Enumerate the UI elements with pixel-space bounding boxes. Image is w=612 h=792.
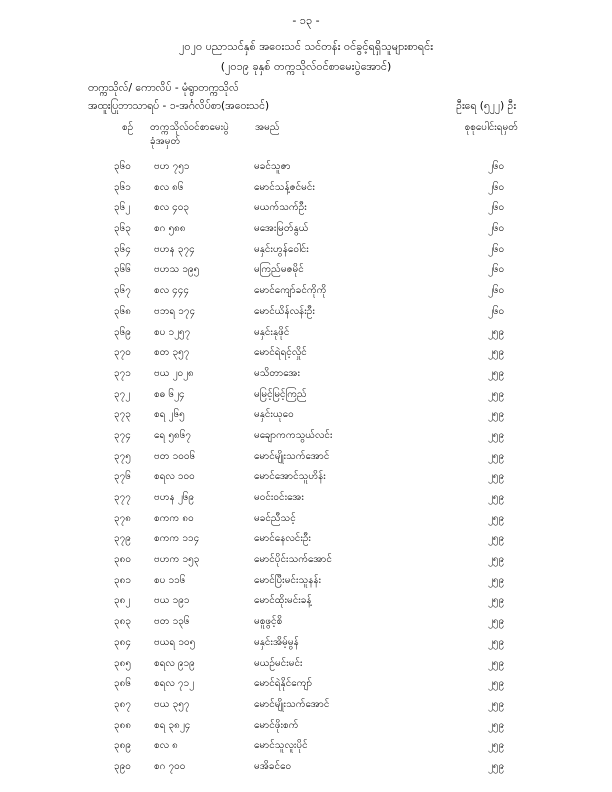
total-marks: ၂၅၉ bbox=[488, 533, 505, 545]
roll-number: ဗတ ၁၃၆ bbox=[154, 616, 190, 628]
table-row bbox=[0, 217, 612, 238]
row-number: ၃၈၆ bbox=[114, 678, 131, 690]
table-row bbox=[0, 321, 612, 342]
student-name: မောင်သန့်ဇင်မင်း bbox=[254, 181, 315, 193]
total-marks: ၂၅၉ bbox=[488, 367, 505, 379]
row-number: ၃၈၇ bbox=[114, 698, 131, 710]
roll-number: ရေ ၅၈၆၇ bbox=[154, 429, 191, 441]
table-row bbox=[0, 403, 612, 424]
row-number: ၃၇၀ bbox=[114, 347, 131, 359]
roll-number: စလ ၈၆ bbox=[154, 181, 184, 193]
page-number: - ၁၃ - bbox=[292, 14, 320, 27]
table-row bbox=[0, 176, 612, 197]
row-number: ၃၆၃ bbox=[114, 223, 131, 235]
table-row bbox=[0, 589, 612, 610]
roll-number: စကက ၈၀ bbox=[154, 512, 194, 524]
student-name: မယဉ်မင်းမင်း bbox=[254, 657, 303, 669]
header-roll-line2: ခုံအမှတ် bbox=[150, 136, 181, 147]
roll-number: ဗယရ ၁၀၅ bbox=[154, 636, 196, 648]
row-number: ၃၈၃ bbox=[114, 616, 131, 628]
table-row bbox=[0, 755, 612, 776]
total-marks: ၂၅၉ bbox=[488, 471, 505, 483]
roll-number: စလ ၈ bbox=[154, 740, 178, 752]
student-name: မသိတာအေး bbox=[254, 367, 300, 379]
student-name: မနှင်းအိမ့်မွန် bbox=[254, 636, 299, 648]
student-name: မအိခင်ဝေ bbox=[254, 760, 292, 772]
table-row bbox=[0, 465, 612, 486]
row-number: ၃၇၃ bbox=[114, 409, 131, 421]
total-marks: ၂၅၉ bbox=[488, 554, 505, 566]
table-row bbox=[0, 652, 612, 673]
total-marks: ၂၅၉ bbox=[488, 678, 505, 690]
row-number: ၃၆၀ bbox=[114, 161, 131, 172]
student-name: မချောကကသွယ်လင်း bbox=[254, 429, 333, 441]
total-marks: ၂၅၉ bbox=[488, 574, 505, 586]
roll-number: စဓ ၆၂၄ bbox=[154, 388, 185, 400]
header-roll: တက္ကသိုလ်ဝင်စာမေးပွဲ bbox=[150, 122, 229, 133]
total-marks: ၂၅၉ bbox=[488, 409, 505, 421]
roll-number: ဗယ ၂၀၂၈ bbox=[154, 367, 194, 379]
roll-number: စလ ၄၀၃ bbox=[154, 202, 190, 214]
table-row bbox=[0, 631, 612, 652]
roll-number: စတ ၃၅၇ bbox=[154, 347, 190, 359]
total-marks: ၂၅၉ bbox=[488, 760, 505, 772]
student-name: မောင်သူလူးပိုင် bbox=[254, 740, 308, 752]
student-name: မောင်ယိန်လန်းဦး bbox=[254, 305, 315, 317]
row-number: ၃၈၄ bbox=[114, 636, 131, 648]
row-number: ၃၇၅ bbox=[114, 450, 131, 462]
table-row bbox=[0, 445, 612, 466]
student-name: မောင်ပိုင်းသက်အောင် bbox=[254, 554, 332, 566]
roll-number: ဗတ ၁၀၀၆ bbox=[154, 450, 196, 462]
total-marks: ၂၆၀ bbox=[488, 181, 505, 193]
row-number: ၃၆၇ bbox=[114, 285, 131, 297]
student-name: မောင်ပြီးမင်းသူနန်း bbox=[254, 574, 322, 586]
student-name: မောင်မျိုးသက်အောင် bbox=[254, 450, 330, 462]
roll-number: စရလ ၁၀၀ bbox=[154, 471, 195, 483]
student-name: မောင်မျိုးသက်အောင် bbox=[254, 698, 330, 710]
student-name: မဝင်းဝင်းအေး bbox=[254, 492, 304, 503]
total-marks: ၂၆၀ bbox=[488, 305, 505, 317]
table-row bbox=[0, 238, 612, 259]
row-number: ၃၇၁ bbox=[114, 367, 131, 379]
document-subtitle: (၂၀၁၉ ခုနှစ် တက္ကသိုလ်ဝင်စာမေးပွဲအောင်) bbox=[220, 60, 392, 73]
header-name: အမည် bbox=[255, 122, 280, 133]
total-marks: ၂၅၉ bbox=[488, 698, 505, 710]
total-marks: ၂၅၉ bbox=[488, 388, 505, 400]
total-marks: ၂၅၉ bbox=[488, 450, 505, 462]
student-name: မခင်သူဇာ bbox=[254, 161, 291, 172]
total-marks: ၂၅၉ bbox=[488, 740, 505, 752]
total-marks: ၂၅၉ bbox=[488, 719, 505, 731]
table-row bbox=[0, 672, 612, 693]
roll-number: ဗဟ ၇၅၁ bbox=[154, 161, 190, 172]
roll-number: ဗဟန ၃၇၄ bbox=[154, 243, 195, 255]
row-number: ၃၈၀ bbox=[114, 554, 131, 566]
roll-number: စရလ ၇၁၂ bbox=[154, 678, 195, 690]
row-number: ၃၇၄ bbox=[114, 429, 131, 441]
region-line: တက္ကသိုလ်/ ကောလိပ် - မုံရွာတက္ကသိုလ် bbox=[88, 82, 239, 94]
table-row bbox=[0, 155, 612, 176]
student-name: မကြည်မဇမိုင် bbox=[254, 264, 304, 276]
row-number: ၃၈၅ bbox=[114, 657, 131, 669]
table-row bbox=[0, 734, 612, 755]
row-number: ၃၈၉ bbox=[114, 740, 131, 752]
table-row bbox=[0, 527, 612, 548]
table-row bbox=[0, 362, 612, 383]
student-name: မောင်ရဲရင့်လှိုင် bbox=[254, 347, 307, 359]
total-marks: ၂၅၉ bbox=[488, 657, 505, 669]
table-row bbox=[0, 486, 612, 507]
table-row bbox=[0, 196, 612, 217]
row-number: ၃၆၁ bbox=[114, 181, 131, 193]
row-number: ၃၆၆ bbox=[114, 264, 131, 276]
total-marks: ၂၅၉ bbox=[488, 492, 505, 503]
total-marks: ၂၆၀ bbox=[488, 223, 505, 235]
roll-number: စပ ၁၁၆ bbox=[154, 574, 186, 586]
table-row bbox=[0, 424, 612, 445]
total-marks: ၂၅၉ bbox=[488, 347, 505, 359]
table-row bbox=[0, 610, 612, 631]
table-row bbox=[0, 693, 612, 714]
roll-number: စရ ၂၆၅ bbox=[154, 409, 185, 421]
roll-number: စလ ၄၄၄ bbox=[154, 285, 190, 297]
roll-number: ဗဟန ၂၆၉ bbox=[154, 492, 195, 503]
row-number: ၃၉၀ bbox=[114, 760, 131, 772]
quota-line: ဦးရေ (၅၂၂) ဦး bbox=[456, 100, 516, 112]
student-name: မနှင်းယုဝေ bbox=[254, 409, 294, 421]
roll-number: စဂ ၇၀၀ bbox=[154, 760, 186, 772]
roll-number: စဂ ၅၈၈ bbox=[154, 223, 186, 235]
table-row bbox=[0, 714, 612, 735]
row-number: ၃၇၉ bbox=[114, 533, 131, 545]
table-row bbox=[0, 258, 612, 279]
student-name: မောင်ကျော်ခင်ကိုကို bbox=[254, 285, 327, 297]
total-marks: ၂၅၉ bbox=[488, 616, 505, 628]
total-marks: ၂၆၀ bbox=[488, 285, 505, 297]
row-number: ၃၇၇ bbox=[114, 492, 131, 503]
header-marks: စုစုပေါင်းရမှတ် bbox=[464, 122, 518, 133]
total-marks: ၂၅၉ bbox=[488, 636, 505, 648]
total-marks: ၂၅၉ bbox=[488, 512, 505, 524]
student-name: မမြင့်မြင့်ကြည် bbox=[254, 388, 307, 400]
student-name: မအေးမြတ်နွယ် bbox=[254, 223, 309, 235]
student-name: မစူဖွင့်စိ bbox=[254, 616, 283, 628]
total-marks: ၂၅၉ bbox=[488, 595, 505, 607]
row-number: ၃၆၈ bbox=[114, 305, 131, 317]
student-name: မောင်အောင်သူဟိန်း bbox=[254, 471, 326, 483]
row-number: ၃၆၄ bbox=[114, 243, 131, 255]
student-name: မယက်သက်ဦး bbox=[254, 202, 307, 214]
table-row bbox=[0, 383, 612, 404]
row-number: ၃၈၂ bbox=[114, 595, 131, 607]
row-number: ၃၆၉ bbox=[114, 326, 131, 338]
roll-number: ဗဘရ ၁၇၄ bbox=[154, 305, 196, 317]
student-list bbox=[0, 155, 612, 776]
total-marks: ၂၅၉ bbox=[488, 326, 505, 338]
university-line: အထူးပြုဘာသာရပ် - ၁-အင်္ဂလိပ်စာ(အဝေးသင်) bbox=[88, 100, 270, 112]
row-number: ၃၇၈ bbox=[114, 512, 131, 524]
header-no: စဉ် bbox=[122, 122, 134, 133]
student-name: မခင်ညီသင့် bbox=[254, 512, 296, 524]
roll-number: ဗဟက ၁၅၃ bbox=[154, 554, 200, 566]
student-name: မနှင်းဟွန်ဝေါင်း bbox=[254, 243, 309, 255]
student-name: မနှင်းနုဖိုင် bbox=[254, 326, 290, 338]
roll-number: စရလ ၉၁၉ bbox=[154, 657, 195, 669]
roll-number: ဗဟသ ၁၉၅ bbox=[154, 264, 200, 276]
roll-number: ဗယ ၁၉၁ bbox=[154, 595, 190, 607]
student-name: မောင်ဖိုးစက် bbox=[254, 719, 299, 731]
roll-number: စကက ၁၁၄ bbox=[154, 533, 200, 545]
row-number: ၃၆၂ bbox=[114, 202, 131, 214]
total-marks: ၂၆၀ bbox=[488, 202, 505, 214]
document-title: ၂၀၂၀ ပညာသင်နှစ် အဝေးသင် သင်တန်း ဝင်ခွင့်ရရှိသူများစာရင်း bbox=[178, 40, 433, 53]
student-name: မောင်ထိုးမင်းခန့် bbox=[254, 595, 312, 607]
row-number: ၃၈၈ bbox=[114, 719, 132, 731]
roll-number: စရ ၃၈၂၄ bbox=[154, 719, 191, 731]
table-row bbox=[0, 300, 612, 321]
table-row bbox=[0, 341, 612, 362]
row-number: ၃၈၁ bbox=[114, 574, 131, 586]
row-number: ၃၇၂ bbox=[114, 388, 131, 400]
roll-number: စပ ၁၂၅၇ bbox=[154, 326, 191, 338]
total-marks: ၂၆၀ bbox=[488, 161, 505, 172]
total-marks: ၂၆၀ bbox=[488, 243, 505, 255]
table-row bbox=[0, 507, 612, 528]
table-row bbox=[0, 279, 612, 300]
student-name: မောင်နေလင်းဦး bbox=[254, 533, 311, 545]
row-number: ၃၇၆ bbox=[114, 471, 131, 483]
total-marks: ၂၅၉ bbox=[488, 429, 505, 441]
student-name: မောင်ရဲနိုင်ကျော် bbox=[254, 678, 313, 690]
roll-number: ဗယ ၃၅၇ bbox=[154, 698, 190, 710]
table-row bbox=[0, 548, 612, 569]
table-row bbox=[0, 569, 612, 590]
total-marks: ၂၆၀ bbox=[488, 264, 505, 276]
